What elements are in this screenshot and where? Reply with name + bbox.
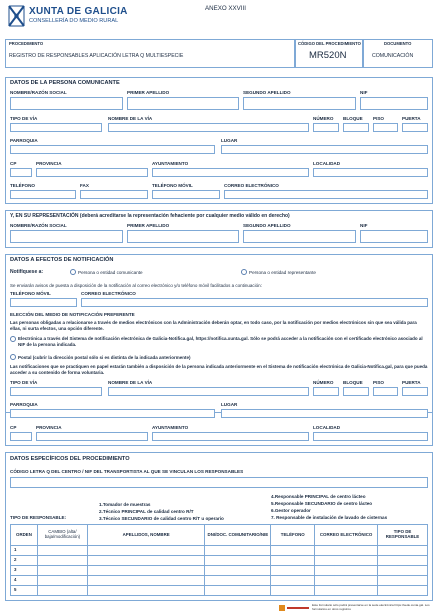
table-row <box>11 586 428 596</box>
applicant-place-field[interactable] <box>221 145 428 154</box>
applicant-door-label: PUERTA <box>402 116 421 121</box>
applicant-council-label: AYUNTAMIENTO <box>152 161 189 166</box>
applicant-parish-label: PARROQUIA <box>10 138 38 143</box>
electronic-label: Electrónica a través del Sistema de notificación electrónica de Galicia-Notifica.gal, https://notifica.xunta.gal. Sólo se podrá acceder a la notificación con el certificado electrónico asociado al NIF de la persona indicada. <box>18 336 423 347</box>
type-5: 5.Responsable SECUNDARIO de centro lácteo <box>271 501 373 506</box>
rep-surname1-field[interactable] <box>127 230 239 243</box>
cell-dni[interactable] <box>205 566 271 576</box>
cell-names[interactable] <box>87 576 205 586</box>
rep-nif-label: NIF <box>360 223 368 228</box>
notify-council-field[interactable] <box>152 432 309 441</box>
rep-nif-field[interactable] <box>360 230 428 243</box>
procedure-code: MR520N <box>309 50 347 61</box>
rep-name-field[interactable] <box>10 230 123 243</box>
cell-dni[interactable] <box>205 556 271 566</box>
table-row <box>11 566 428 576</box>
applicant-phone-label: TELÉFONO <box>10 183 36 188</box>
applicant-phone-field[interactable] <box>10 190 76 199</box>
applicant-locality-label: LOCALIDAD <box>313 161 341 166</box>
applicant-cp-label: CP <box>10 161 17 166</box>
notify-email-field[interactable] <box>81 298 428 307</box>
type-1: 1.Tomador de muestras <box>99 502 151 507</box>
cell-change[interactable] <box>37 546 87 556</box>
type-6: 6.Gestor operador <box>271 508 311 513</box>
cell-phone[interactable] <box>271 576 315 586</box>
applicant-mobile-field[interactable] <box>152 190 220 199</box>
cell-dni[interactable] <box>205 546 271 556</box>
cell-email[interactable] <box>315 556 378 566</box>
cell-type[interactable] <box>378 566 428 576</box>
cell-type[interactable] <box>378 556 428 566</box>
type-2: 2.Técnico PRINCIPAL de calidad centro R/T <box>99 509 194 514</box>
applicant-parish-field[interactable] <box>10 145 215 154</box>
cell-phone[interactable] <box>271 566 315 576</box>
table-row <box>11 556 428 566</box>
annex-title: ANEXO XXVIII <box>205 5 246 12</box>
applicant-fax-field[interactable] <box>80 190 148 199</box>
cell-dni[interactable] <box>205 586 271 596</box>
xunta-logo-icon <box>8 5 25 27</box>
code-label: CÓDIGO DEL PROCEDIMIENTO <box>298 41 361 46</box>
electronic-radio[interactable] <box>10 336 16 342</box>
notify-person-radio[interactable] <box>70 269 76 275</box>
responsables-table <box>10 524 428 596</box>
col-dni: DNI/DOC. COMUNITARIO/NIE <box>205 525 271 546</box>
cell-change[interactable] <box>37 566 87 576</box>
cell-type[interactable] <box>378 576 428 586</box>
col-phone: TELÉFONO <box>271 525 315 546</box>
notification-title: DATOS A EFECTOS DE NOTIFICACIÓN <box>10 257 114 263</box>
applicant-surname1-label: PRIMER APELLIDO <box>127 90 170 95</box>
footer-text: Este formulario sólo podrá presentarse en la sede electrónica https://sede.xunta.gal. Los formularios en otros registros <box>312 603 430 611</box>
applicant-title: DATOS DE LA PERSONA COMUNICANTE <box>10 80 120 86</box>
applicant-council-field[interactable] <box>152 168 309 177</box>
cell-phone[interactable] <box>271 546 315 556</box>
org-name: XUNTA DE GALICIA <box>29 6 128 17</box>
notify-roadtype-field[interactable] <box>10 387 102 396</box>
type-4: 4.Responsable PRINCIPAL de centro lácteo <box>271 494 366 499</box>
choice-title: ELECCIÓN DEL MEDIO DE NOTIFICACIÓN PREFERENTE <box>10 312 135 317</box>
notify-mobile-label: TELÉFONO MÓVIL <box>10 291 51 296</box>
row-order: 2 <box>11 556 38 566</box>
postal-label: Postal (cubrir la dirección postal sólo si es distinta de la indicada anteriormente) <box>18 355 191 360</box>
cell-email[interactable] <box>315 566 378 576</box>
sede-electronica-logo-icon <box>279 604 309 612</box>
notify-cp-label: CP <box>10 425 17 430</box>
applicant-province-label: PROVINCIA <box>36 161 62 166</box>
notify-door-field[interactable] <box>402 387 428 396</box>
rep-surname2-field[interactable] <box>243 230 356 243</box>
notify-roadtype-label: TIPO DE VÍA <box>10 380 38 385</box>
notify-door-label: PUERTA <box>402 380 421 385</box>
specific-title: DATOS ESPECÍFICOS DEL PROCEDIMIENTO <box>10 456 130 462</box>
notify-block-label: BLOQUE <box>343 380 363 385</box>
applicant-roadtype-field[interactable] <box>10 123 102 132</box>
applicant-block-label: BLOQUE <box>343 116 363 121</box>
rep-surname1-label: PRIMER APELLIDO <box>127 223 170 228</box>
applicant-place-label: LUGAR <box>221 138 238 143</box>
document-type: COMUNICACIÓN <box>372 53 414 59</box>
applicant-mobile-label: TELÉFONO MÓVIL <box>152 183 193 188</box>
notify-floor-label: PISO <box>373 380 384 385</box>
notify-roadname-label: NOMBRE DE LA VÍA <box>108 380 153 385</box>
notify-council-label: AYUNTAMIENTO <box>152 425 189 430</box>
applicant-nif-label: NIF <box>360 90 368 95</box>
notify-cp-field[interactable] <box>10 432 32 441</box>
type-7: 7. Responsable de instalación de lavado de cisternas <box>271 515 388 520</box>
notify-parish-label: PARROQUIA <box>10 402 38 407</box>
cell-names[interactable] <box>87 546 205 556</box>
cell-change[interactable] <box>37 556 87 566</box>
col-names: APELLIDOS, NOMBRE <box>87 525 205 546</box>
applicant-email-label: CORREO ELECTRÓNICO <box>224 183 279 188</box>
notify-province-field[interactable] <box>36 432 148 441</box>
cell-names[interactable] <box>87 586 205 596</box>
cell-phone[interactable] <box>271 586 315 596</box>
rep-surname2-label: SEGUNDO APELLIDO <box>243 223 291 228</box>
cell-change[interactable] <box>37 586 87 596</box>
applicant-roadname-field[interactable] <box>108 123 309 132</box>
applicant-email-field[interactable] <box>224 190 428 199</box>
postal-radio[interactable] <box>10 354 16 360</box>
table-row <box>11 576 428 586</box>
code-q-label: CÓDIGO LETRA Q DEL CENTRO / NIF DEL TRANSPORTISTA AL QUE SE VINCULAN LOS RESPONSABLES <box>10 469 244 474</box>
applicant-surname2-field[interactable] <box>243 97 356 110</box>
code-q-field[interactable] <box>10 477 428 488</box>
rep-name-label: NOMBRE/RAZÓN SOCIAL <box>10 223 67 228</box>
notify-person-label: Persona o entidad comunicante <box>78 270 143 275</box>
procedure-label: PROCEDIMENTO <box>9 41 44 46</box>
applicant-fax-label: FAX <box>80 183 89 188</box>
cell-phone[interactable] <box>271 556 315 566</box>
notify-place-label: LUGAR <box>221 402 238 407</box>
applicant-cp-field[interactable] <box>10 168 32 177</box>
notify-to-label: Notifíquese a: <box>10 269 44 275</box>
applicant-roadname-label: NOMBRE DE LA VÍA <box>108 116 153 121</box>
cell-dni[interactable] <box>205 576 271 586</box>
col-change: CAMBIO (alta/ baja/modificación) <box>37 525 87 546</box>
applicant-block-field[interactable] <box>343 123 369 132</box>
cell-change[interactable] <box>37 576 87 586</box>
applicant-name-label: NOMBRE/RAZÓN SOCIAL <box>10 90 67 95</box>
notify-locality-label: LOCALIDAD <box>313 425 341 430</box>
cell-type[interactable] <box>378 546 428 556</box>
document-label: DOCUMENTO <box>384 41 412 46</box>
row-order: 1 <box>11 546 38 556</box>
col-email: CORREO ELECTRÓNICO <box>315 525 378 546</box>
applicant-door-field[interactable] <box>402 123 428 132</box>
notify-floor-field[interactable] <box>373 387 398 396</box>
row-order: 3 <box>11 566 38 576</box>
procedure-title: REGISTRO DE RESPONSABLES APLICACIÓN LETRA Q MULTIESPECIE <box>9 53 184 59</box>
notify-rep-label: Persona o entidad representante <box>249 270 316 275</box>
cell-type[interactable] <box>378 586 428 596</box>
applicant-number-label: NÚMERO <box>313 116 334 121</box>
applicant-name-field[interactable] <box>10 97 123 110</box>
applicant-floor-label: PISO <box>373 116 384 121</box>
applicant-surname1-field[interactable] <box>127 97 239 110</box>
notify-place-field[interactable] <box>221 409 428 418</box>
table-row <box>11 546 428 556</box>
notify-roadname-field[interactable] <box>108 387 309 396</box>
applicant-nif-field[interactable] <box>360 97 428 110</box>
notify-parish-field[interactable] <box>10 409 215 418</box>
applicant-floor-field[interactable] <box>373 123 398 132</box>
notify-number-field[interactable] <box>313 387 339 396</box>
notify-province-label: PROVINCIA <box>36 425 62 430</box>
dept-name: CONSELLERÍA DO MEDIO RURAL <box>29 18 119 24</box>
cell-names[interactable] <box>87 556 205 566</box>
row-order: 5 <box>11 586 38 596</box>
applicant-surname2-label: SEGUNDO APELLIDO <box>243 90 291 95</box>
representative-title: Y, EN SU REPRESENTACIÓN (deberá acreditarse la representación fehaciente por cualquier medio válido en derecho) <box>10 213 290 219</box>
notice-text: Se enviarán avisos de puesta a disposición de la notificación al correo electrónico y/o teléfono móvil facilitados a continuación: <box>10 283 262 288</box>
notify-locality-field[interactable] <box>313 432 428 441</box>
cell-email[interactable] <box>315 586 378 596</box>
choice-text: Las personas obligadas a relacionarse a través de medios electrónicos con la Administración deberán optar, en todo caso, por la notificación por medios electrónicos sin que sea válida para ellas, ni surta efectos, una opción diferente. <box>10 320 417 331</box>
col-order: ORDEN <box>11 525 38 546</box>
type-3: 3.Técnico SECUNDARIO de calidad centro R/T u operario <box>99 516 224 521</box>
postal-note: Las notificaciones que se practiquen en papel estarán también a disposición de la persona indicada anteriormente en el Sistema de notificación electrónica de Galicia-Notifica.gal, para que pueda acceder a su contenido de forma voluntaria. <box>10 364 428 375</box>
notify-block-field[interactable] <box>343 387 369 396</box>
notify-mobile-field[interactable] <box>10 298 77 307</box>
cell-email[interactable] <box>315 576 378 586</box>
row-order: 4 <box>11 576 38 586</box>
notify-rep-radio[interactable] <box>241 269 247 275</box>
applicant-roadtype-label: TIPO DE VÍA <box>10 116 38 121</box>
resp-type-label: TIPO DE RESPONSABLE: <box>10 515 67 520</box>
cell-email[interactable] <box>315 546 378 556</box>
applicant-province-field[interactable] <box>36 168 148 177</box>
notify-email-label: CORREO ELECTRÓNICO <box>81 291 136 296</box>
applicant-number-field[interactable] <box>313 123 339 132</box>
col-type: TIPO DE RESPONSABLE <box>378 525 428 546</box>
notify-number-label: NÚMERO <box>313 380 334 385</box>
applicant-locality-field[interactable] <box>313 168 428 177</box>
cell-names[interactable] <box>87 566 205 576</box>
